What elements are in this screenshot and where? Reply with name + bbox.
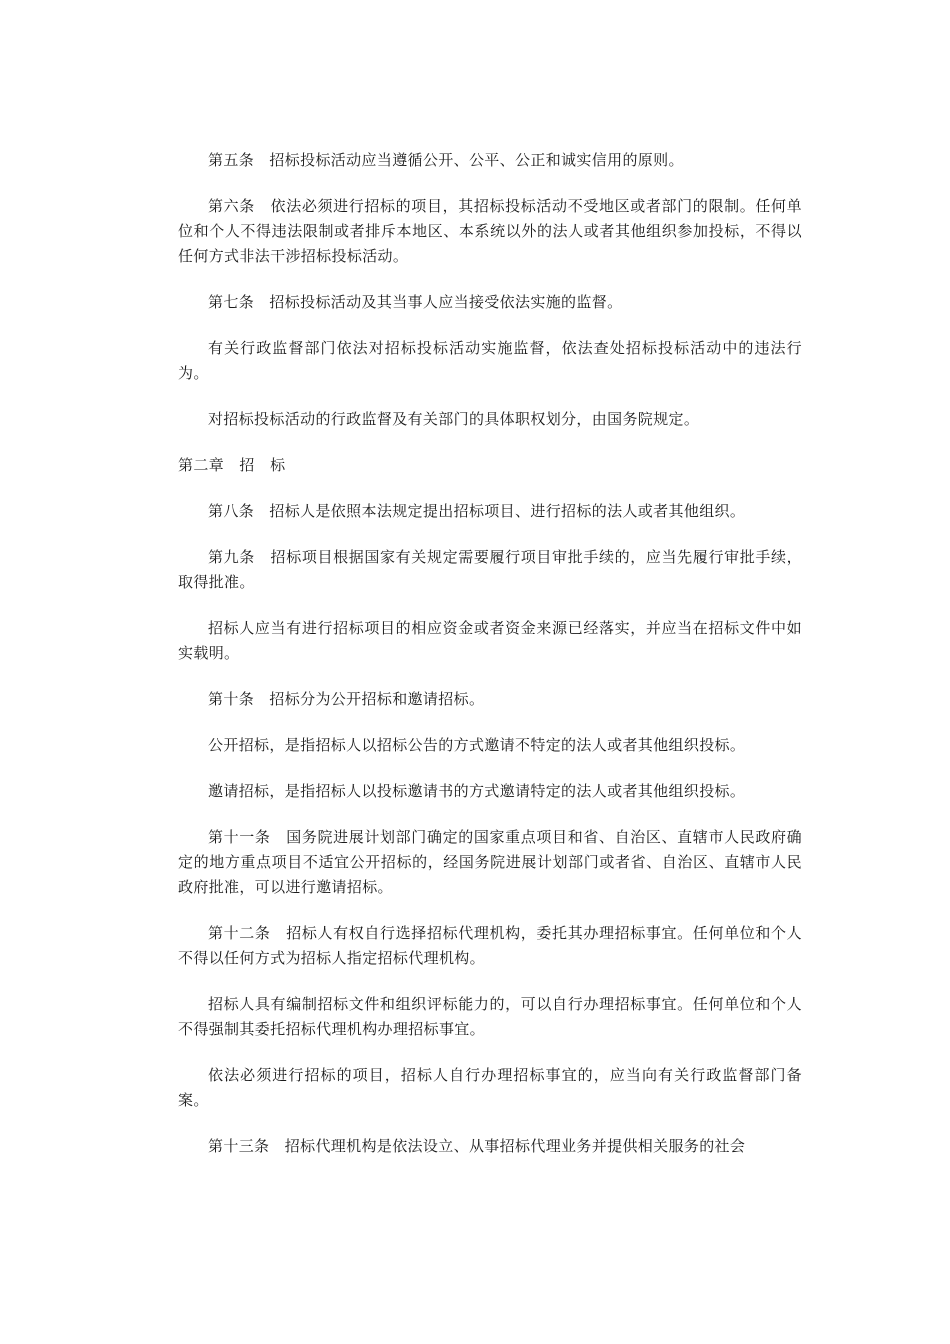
article-13: 第十三条 招标代理机构是依法设立、从事招标代理业务并提供相关服务的社会: [208, 1137, 746, 1155]
article-12-clause-3: 依法必须进行招标的项目，招标人自行办理招标事宜的，应当向有关行政监督部门备案。: [178, 1066, 802, 1109]
article-7-clause-3: 对招标投标活动的行政监督及有关部门的具体职权划分，由国务院规定。: [208, 410, 700, 428]
article-6: 第六条 依法必须进行招标的项目，其招标投标活动不受地区或者部门的限制。任何单位和个人不得违法限制或者排斥本地区、本系统以外的法人或者其他组织参加投标，不得以任何方式非法干涉招标投标活动。: [178, 197, 802, 265]
article-11: 第十一条 国务院进展计划部门确定的国家重点项目和省、自治区、直辖市人民政府确定的地方重点项目不适宜公开招标的，经国务院进展计划部门或者省、自治区、直辖市人民政府批准，可以进行邀请招标。: [178, 828, 802, 896]
article-8: 第八条 招标人是依照本法规定提出招标项目、进行招标的法人或者其他组织。: [208, 502, 746, 520]
article-10-clause-3: 邀请招标，是指招标人以投标邀请书的方式邀请特定的法人或者其他组织投标。: [208, 782, 746, 800]
article-10-clause-2: 公开招标，是指招标人以招标公告的方式邀请不特定的法人或者其他组织投标。: [208, 736, 746, 754]
article-9-clause-2: 招标人应当有进行招标项目的相应资金或者资金来源已经落实，并应当在招标文件中如实载明。: [178, 619, 802, 662]
article-7-clause-2: 有关行政监督部门依法对招标投标活动实施监督，依法查处招标投标活动中的违法行为。: [178, 339, 802, 382]
chapter-heading: 第二章 招 标: [178, 456, 286, 474]
article-12-clause-2: 招标人具有编制招标文件和组织评标能力的，可以自行办理招标事宜。任何单位和个人不得强制其委托招标代理机构办理招标事宜。: [178, 995, 802, 1038]
article-5: 第五条 招标投标活动应当遵循公开、公平、公正和诚实信用的原则。: [208, 151, 684, 169]
article-7: 第七条 招标投标活动及其当事人应当接受依法实施的监督。: [208, 293, 623, 311]
article-9: 第九条 招标项目根据国家有关规定需要履行项目审批手续的，应当先履行审批手续，取得批准。: [178, 548, 802, 591]
document-body: [178, 148, 802, 1180]
article-10: 第十条 招标分为公开招标和邀请招标。: [208, 690, 485, 708]
article-12: 第十二条 招标人有权自行选择招标代理机构，委托其办理招标事宜。任何单位和个人不得以任何方式为招标人指定招标代理机构。: [178, 924, 802, 967]
